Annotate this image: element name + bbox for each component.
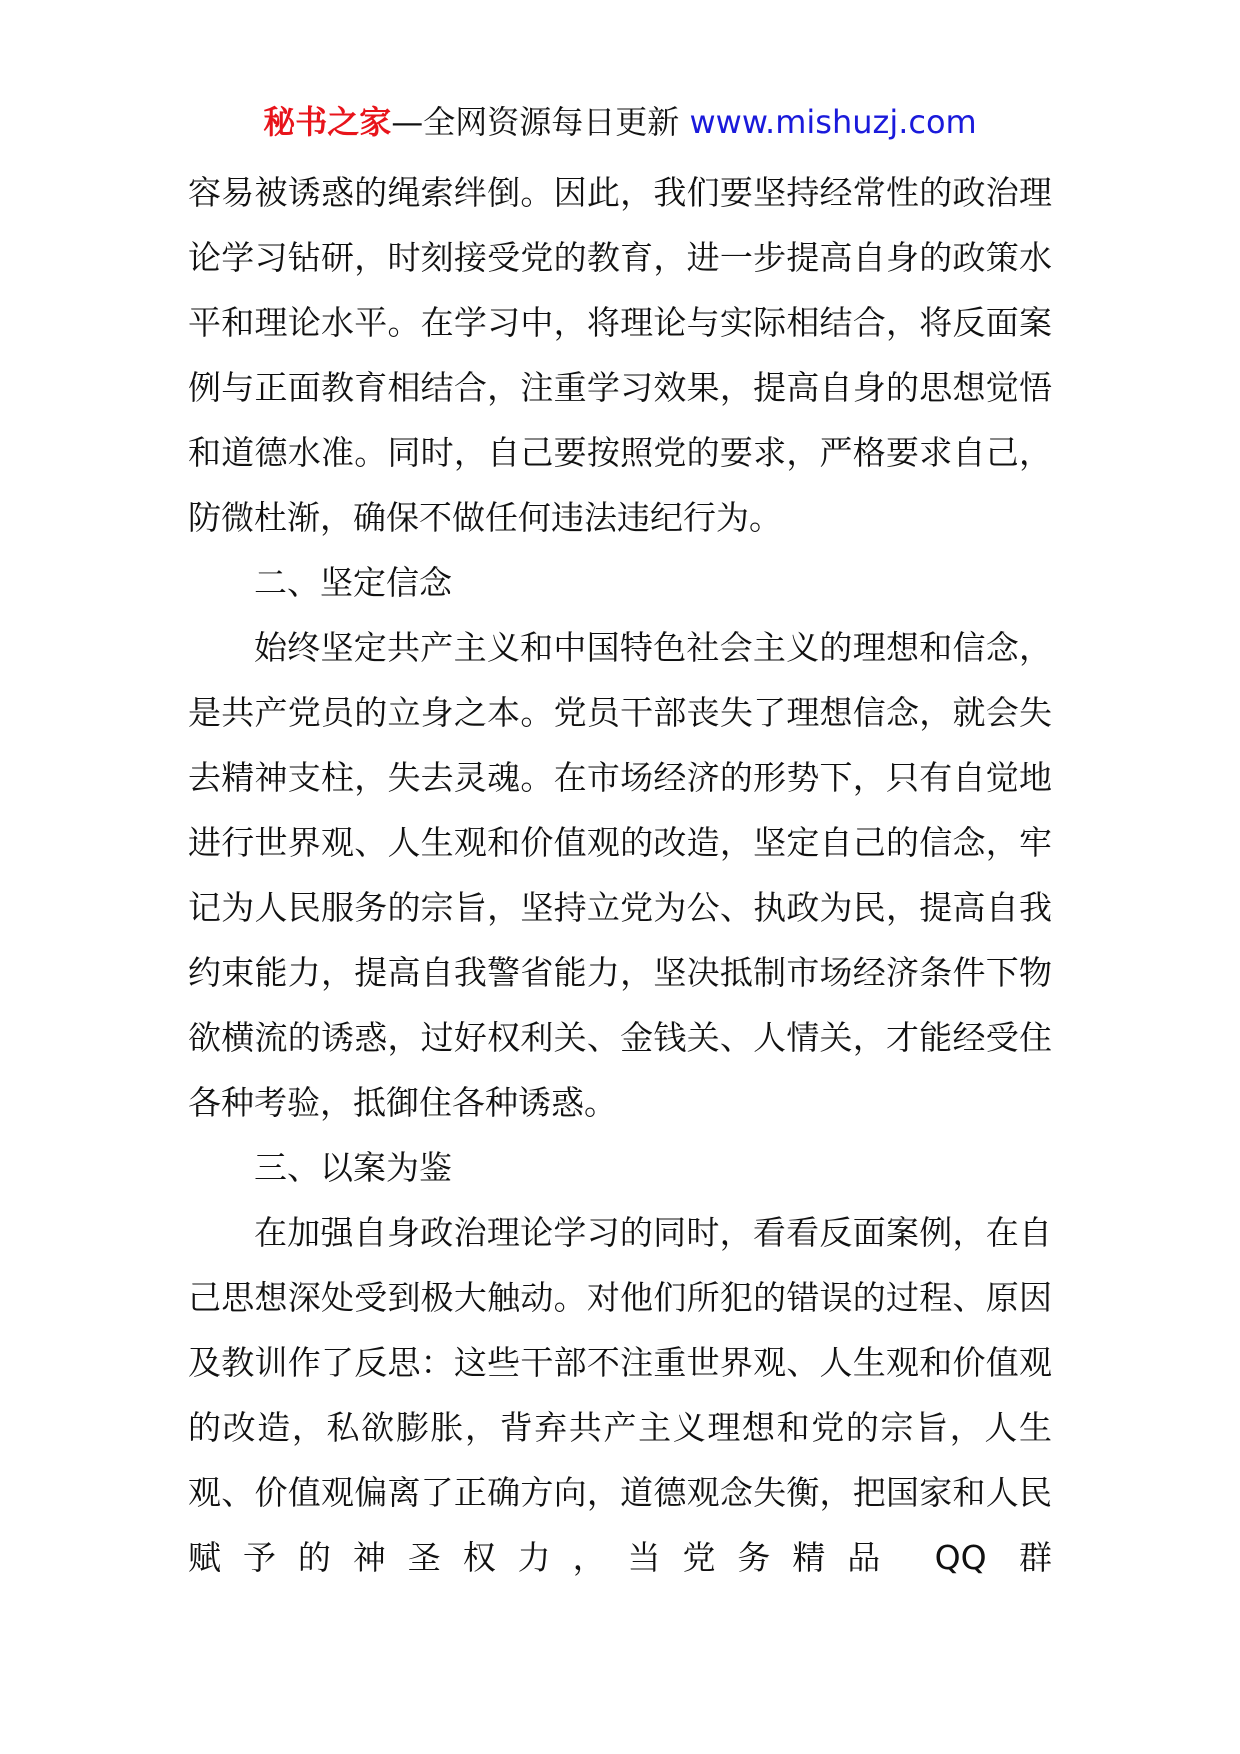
paragraph-cases: 在加强自身政治理论学习的同时，看看反面案例，在自己思想深处受到极大触动。对他们所犯的错误的过程、原因及教训作了反思：这些干部不注重世界观、人生观和价值观的改造，私欲膨胀，背弃共产主义理想和党的宗旨，人生观、价值观偏离了正确方向，道德观念失衡，把国家和人民赋予的神圣权力，当党务精品 QQ 群 [188,1213,1052,1577]
section-heading-3: 三、以案为鉴 [254,1148,452,1187]
paragraph-beliefs: 始终坚定共产主义和中国特色社会主义的理想和信念，是共产党员的立身之本。党员干部丧失了理想信念，就会失去精神支柱，失去灵魂。在市场经济的形势下，只有自觉地进行世界观、人生观和价值观的改造，坚定自己的信念，牢记为人民服务的宗旨，坚持立党为公、执政为民，提高自我约束能力，提高自我警省能力，坚决抵制市场经济条件下物欲横流的诱惑，过好权利关、金钱关、人情关，才能经受住各种考验，抵御住各种诱惑。 [188,628,1052,1122]
site-brand: 秘书之家 [263,103,392,141]
site-header [0,100,1240,144]
site-url-link[interactable]: www.mishuzj.com [689,103,977,141]
paragraph-continued: 容易被诱惑的绳索绊倒。因此，我们要坚持经常性的政治理论学习钻研，时刻接受党的教育，进一步提高自身的政策水平和理论水平。在学习中，将理论与实际相结合，将反面案例与正面教育相结合，注重学习效果，提高自身的思想觉悟和道德水准。同时，自己要按照党的要求，严格要求自己，防微杜渐，确保不做任何违法违纪行为。 [188,173,1052,537]
site-tagline: —全网资源每日更新 [391,103,690,141]
document-body [188,160,1052,1590]
section-heading-2: 二、坚定信念 [254,563,452,602]
